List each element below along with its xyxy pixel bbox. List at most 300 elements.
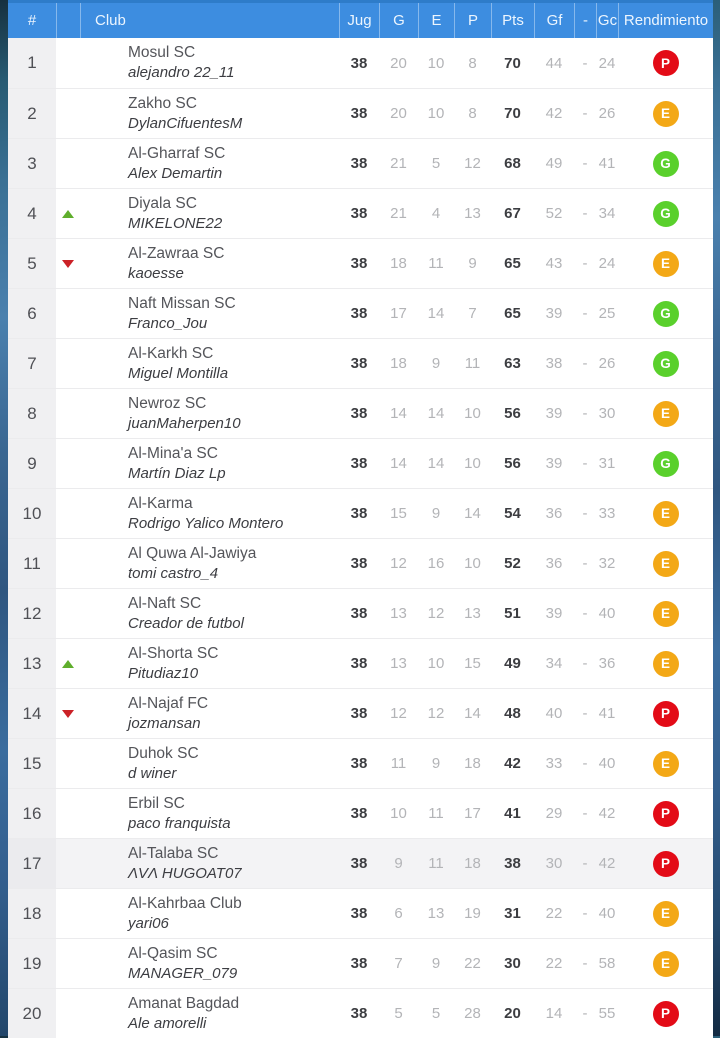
performance-cell xyxy=(618,339,713,388)
club-name: Al-Najaf FC xyxy=(128,694,209,712)
stat-goals-for: 14 xyxy=(545,1005,563,1022)
movement-cell xyxy=(56,789,80,838)
manager-name: juanMaherpen10 xyxy=(128,414,241,432)
performance-cell xyxy=(618,839,713,888)
table-row[interactable] xyxy=(8,538,713,588)
table-row[interactable] xyxy=(8,238,713,288)
stat-points: 63 xyxy=(504,355,521,372)
stat-played: 38 xyxy=(350,605,368,622)
rank-number: 4 xyxy=(8,189,56,238)
performance-cell xyxy=(618,539,713,588)
manager-name: Miguel Montilla xyxy=(128,364,229,382)
stat-played: 38 xyxy=(350,805,368,822)
manager-name: alejandro 22_11 xyxy=(128,64,235,82)
manager-name: Alex Demartin xyxy=(128,164,223,182)
club-cell xyxy=(80,639,339,688)
stat-goals-against: 55 xyxy=(598,1005,616,1022)
rank-number: 7 xyxy=(8,339,56,388)
stat-goals-for: 30 xyxy=(545,855,563,872)
stat-goals-sep: - xyxy=(582,905,588,922)
club-cell xyxy=(80,489,339,538)
rank-number: 16 xyxy=(8,789,56,838)
stat-wins: 6 xyxy=(394,905,403,922)
stat-goals-against: 40 xyxy=(598,905,616,922)
stat-goals-against: 58 xyxy=(598,955,616,972)
stat-played: 38 xyxy=(350,205,368,222)
stat-goals-against: 33 xyxy=(598,505,616,522)
stat-goals-for: 44 xyxy=(545,54,563,72)
manager-name: DylanCifuentesM xyxy=(128,114,243,132)
stat-goals-sep: - xyxy=(582,605,588,622)
manager-name: jozmansan xyxy=(128,714,201,732)
stat-played: 38 xyxy=(350,905,368,922)
stat-losses: 10 xyxy=(464,455,481,472)
stat-goals-for: 39 xyxy=(545,605,563,622)
stat-points: 52 xyxy=(504,555,521,572)
stat-played: 38 xyxy=(350,755,368,772)
stat-losses: 13 xyxy=(464,605,481,622)
table-row[interactable] xyxy=(8,638,713,688)
performance-badge: E xyxy=(653,651,679,677)
rank-number: 14 xyxy=(8,689,56,738)
stat-losses: 8 xyxy=(468,54,477,72)
stat-played: 38 xyxy=(350,54,368,72)
stat-draws: 11 xyxy=(428,255,444,272)
stat-points: 31 xyxy=(504,905,521,922)
movement-cell xyxy=(56,38,80,88)
stat-goals-sep: - xyxy=(582,305,588,322)
stat-goals-against: 40 xyxy=(598,605,616,622)
stat-wins: 21 xyxy=(390,205,407,222)
stat-played: 38 xyxy=(350,405,368,422)
stat-draws: 12 xyxy=(427,705,445,722)
club-cell xyxy=(80,689,339,738)
stat-wins: 14 xyxy=(390,455,407,472)
performance-badge: P xyxy=(653,50,679,76)
performance-badge: E xyxy=(653,551,679,577)
rank-number: 13 xyxy=(8,639,56,688)
stat-goals-against: 26 xyxy=(598,355,616,372)
stat-goals-against: 42 xyxy=(598,805,616,822)
club-cell xyxy=(80,989,339,1038)
stat-draws: 5 xyxy=(431,1005,441,1022)
stat-played: 38 xyxy=(350,855,368,872)
club-name: Al-Mina'a SC xyxy=(128,444,218,462)
stat-goals-against: 41 xyxy=(598,155,616,172)
movement-cell xyxy=(56,489,80,538)
stat-goals-for: 33 xyxy=(545,755,563,772)
header-goals-sep: - xyxy=(574,3,596,38)
rank-number: 20 xyxy=(8,989,56,1038)
performance-cell xyxy=(618,639,713,688)
stat-goals-for: 36 xyxy=(545,505,563,522)
movement-cell xyxy=(56,389,80,438)
stat-points: 65 xyxy=(504,305,521,322)
header-goals-for: Gf xyxy=(534,3,574,38)
club-cell xyxy=(80,239,339,288)
club-cell xyxy=(80,889,339,938)
stat-losses: 13 xyxy=(464,205,481,222)
club-cell xyxy=(80,739,339,788)
stat-goals-for: 29 xyxy=(545,805,563,822)
performance-badge: E xyxy=(653,101,679,127)
stat-losses: 19 xyxy=(464,905,481,922)
movement-cell xyxy=(56,739,80,788)
stat-points: 56 xyxy=(504,455,521,472)
table-row[interactable] xyxy=(8,138,713,188)
stat-draws: 14 xyxy=(427,455,445,472)
performance-cell xyxy=(618,689,713,738)
stat-goals-sep: - xyxy=(582,505,588,522)
table-row[interactable] xyxy=(8,388,713,438)
club-name: Diyala SC xyxy=(128,194,197,212)
table-row[interactable] xyxy=(8,788,713,838)
movement-cell xyxy=(56,189,80,238)
stat-losses: 11 xyxy=(464,355,481,372)
manager-name: paco franquista xyxy=(128,814,231,832)
performance-cell xyxy=(618,589,713,638)
performance-cell xyxy=(618,289,713,338)
stat-points: 65 xyxy=(504,255,521,272)
stat-losses: 14 xyxy=(464,705,481,722)
stat-draws: 10 xyxy=(427,54,445,72)
manager-name: Martín Diaz Lp xyxy=(128,464,226,482)
stat-draws: 13 xyxy=(427,905,445,922)
stat-points: 38 xyxy=(504,855,521,872)
movement-cell xyxy=(56,939,80,988)
performance-cell xyxy=(618,789,713,838)
stat-goals-against: 24 xyxy=(598,255,616,272)
club-name: Al-Zawraa SC xyxy=(128,244,225,262)
stat-losses: 18 xyxy=(464,755,481,772)
stat-goals-sep: - xyxy=(582,105,588,122)
stat-losses: 22 xyxy=(464,955,481,972)
stat-goals-for: 22 xyxy=(545,905,563,922)
stat-points: 20 xyxy=(504,1005,521,1022)
club-name: Al-Gharraf SC xyxy=(128,144,226,162)
table-row[interactable] xyxy=(8,988,713,1038)
stat-goals-against: 34 xyxy=(598,205,616,222)
stat-points: 42 xyxy=(504,755,521,772)
club-name: Al-Karkh SC xyxy=(128,344,214,362)
stat-draws: 14 xyxy=(427,405,445,422)
league-table xyxy=(8,0,713,1038)
stat-draws: 10 xyxy=(427,655,445,672)
stat-wins: 11 xyxy=(390,755,407,772)
stat-goals-for: 34 xyxy=(545,655,563,672)
stat-played: 38 xyxy=(350,105,368,122)
performance-badge: E xyxy=(653,901,679,927)
table-row[interactable] xyxy=(8,738,713,788)
stat-goals-against: 36 xyxy=(598,655,616,672)
stat-goals-against: 31 xyxy=(598,455,616,472)
table-row[interactable] xyxy=(8,938,713,988)
manager-name: MIKELONE22 xyxy=(128,214,223,232)
club-cell xyxy=(80,389,339,438)
club-name: Erbil SC xyxy=(128,794,185,812)
club-name: Al-Naft SC xyxy=(128,594,202,612)
stat-goals-sep: - xyxy=(582,855,588,872)
manager-name: Franco_Jou xyxy=(128,314,208,332)
stat-goals-against: 40 xyxy=(598,755,616,772)
table-row[interactable] xyxy=(8,588,713,638)
movement-cell xyxy=(56,139,80,188)
performance-cell xyxy=(618,989,713,1038)
rank-number: 5 xyxy=(8,239,56,288)
stat-goals-for: 42 xyxy=(545,105,563,122)
movement-cell xyxy=(56,589,80,638)
stat-goals-against: 26 xyxy=(598,105,616,122)
stat-draws: 9 xyxy=(431,505,441,522)
stat-goals-sep: - xyxy=(582,705,588,722)
club-name: Naft Missan SC xyxy=(128,294,236,312)
club-name: Zakho SC xyxy=(128,94,197,112)
stat-points: 54 xyxy=(504,505,521,522)
stat-goals-sep: - xyxy=(582,155,588,172)
performance-cell xyxy=(618,439,713,488)
header-goals-against: Gc xyxy=(596,3,618,38)
header-rank: # xyxy=(27,12,37,29)
header-jug: Jug xyxy=(339,3,379,38)
stat-goals-sep: - xyxy=(582,455,588,472)
club-cell xyxy=(80,189,339,238)
stat-wins: 12 xyxy=(390,555,407,572)
rank-number: 18 xyxy=(8,889,56,938)
rank-down-icon xyxy=(62,710,74,718)
manager-name: ΛVΛ HUGOAT07 xyxy=(128,864,242,882)
performance-cell xyxy=(618,389,713,438)
movement-cell xyxy=(56,989,80,1038)
stat-played: 38 xyxy=(350,505,368,522)
rank-number: 11 xyxy=(8,539,56,588)
club-cell xyxy=(80,789,339,838)
performance-badge: G xyxy=(653,301,679,327)
stat-wins: 18 xyxy=(390,255,407,272)
stat-wins: 15 xyxy=(390,505,407,522)
performance-badge: P xyxy=(653,801,679,827)
stat-wins: 12 xyxy=(390,705,407,722)
stat-losses: 28 xyxy=(464,1005,481,1022)
manager-name: yari06 xyxy=(128,914,169,932)
stat-draws: 11 xyxy=(428,805,444,822)
table-row[interactable] xyxy=(8,38,713,88)
club-cell xyxy=(80,89,339,138)
rank-number: 1 xyxy=(8,38,56,88)
manager-name: Ale amorelli xyxy=(128,1014,207,1032)
stat-goals-for: 39 xyxy=(545,305,563,322)
performance-badge: E xyxy=(653,251,679,277)
manager-name: kaoesse xyxy=(128,264,184,282)
movement-cell xyxy=(56,339,80,388)
club-name: Duhok SC xyxy=(128,744,199,762)
stat-played: 38 xyxy=(350,955,368,972)
performance-cell xyxy=(618,489,713,538)
performance-badge: P xyxy=(653,1001,679,1027)
performance-badge: G xyxy=(653,451,679,477)
performance-badge: P xyxy=(653,701,679,727)
stat-points: 49 xyxy=(504,655,521,672)
stat-draws: 16 xyxy=(427,555,445,572)
club-name: Mosul SC xyxy=(128,44,196,62)
stat-goals-sep: - xyxy=(582,555,588,572)
stat-wins: 13 xyxy=(390,655,407,672)
stat-goals-for: 40 xyxy=(545,705,563,722)
stat-points: 51 xyxy=(504,605,521,622)
header-wins: G xyxy=(379,3,418,38)
performance-cell xyxy=(618,89,713,138)
stat-losses: 17 xyxy=(464,805,481,822)
stat-losses: 14 xyxy=(464,505,481,522)
stat-draws: 9 xyxy=(431,955,441,972)
stat-losses: 10 xyxy=(464,555,481,572)
table-row[interactable] xyxy=(8,888,713,938)
stat-goals-sep: - xyxy=(582,1005,588,1022)
header-rendimiento: Rendimiento xyxy=(618,3,713,38)
club-cell xyxy=(80,339,339,388)
club-name: Al-Talaba SC xyxy=(128,844,219,862)
rank-number: 19 xyxy=(8,939,56,988)
stat-points: 30 xyxy=(504,955,521,972)
manager-name: Creador de futbol xyxy=(128,614,244,632)
stat-points: 70 xyxy=(504,54,521,72)
performance-cell xyxy=(618,189,713,238)
stat-wins: 10 xyxy=(390,805,407,822)
rank-number: 10 xyxy=(8,489,56,538)
stat-wins: 5 xyxy=(394,1005,403,1022)
stat-draws: 11 xyxy=(428,855,444,872)
stat-goals-against: 25 xyxy=(598,305,616,322)
stat-draws: 12 xyxy=(427,605,445,622)
stat-points: 68 xyxy=(504,155,521,172)
performance-cell xyxy=(618,38,713,88)
table-body xyxy=(8,38,713,1038)
movement-cell xyxy=(56,89,80,138)
header-movement xyxy=(56,3,80,38)
header-losses: P xyxy=(454,3,491,38)
stat-played: 38 xyxy=(350,355,368,372)
performance-cell xyxy=(618,239,713,288)
rank-number: 8 xyxy=(8,389,56,438)
stat-played: 38 xyxy=(350,655,368,672)
stat-points: 41 xyxy=(504,805,521,822)
manager-name: tomi castro_4 xyxy=(128,564,219,582)
stat-goals-for: 36 xyxy=(545,555,563,572)
stat-points: 56 xyxy=(504,405,521,422)
stat-goals-against: 41 xyxy=(598,705,616,722)
movement-cell xyxy=(56,289,80,338)
movement-cell xyxy=(56,889,80,938)
stat-points: 48 xyxy=(504,705,521,722)
stat-losses: 7 xyxy=(468,305,477,322)
stat-goals-sep: - xyxy=(582,805,588,822)
club-cell xyxy=(80,839,339,888)
stat-goals-sep: - xyxy=(582,755,588,772)
manager-name: Pitudiaz10 xyxy=(128,664,199,682)
performance-badge: G xyxy=(653,151,679,177)
rank-number: 12 xyxy=(8,589,56,638)
club-cell xyxy=(80,439,339,488)
stat-losses: 8 xyxy=(468,105,477,122)
table-row[interactable] xyxy=(8,188,713,238)
stat-points: 70 xyxy=(504,105,521,122)
table-row[interactable] xyxy=(8,488,713,538)
rank-number: 6 xyxy=(8,289,56,338)
performance-cell xyxy=(618,939,713,988)
stat-wins: 17 xyxy=(390,305,407,322)
table-header xyxy=(8,0,713,38)
performance-badge: E xyxy=(653,751,679,777)
performance-cell xyxy=(618,139,713,188)
stat-played: 38 xyxy=(350,555,368,572)
stat-played: 38 xyxy=(350,455,368,472)
stat-goals-for: 22 xyxy=(545,955,563,972)
performance-badge: E xyxy=(653,601,679,627)
movement-cell xyxy=(56,239,80,288)
stat-goals-against: 42 xyxy=(598,855,616,872)
stat-wins: 20 xyxy=(390,105,407,122)
table-row[interactable] xyxy=(8,338,713,388)
movement-cell xyxy=(56,439,80,488)
stat-draws: 4 xyxy=(431,205,441,222)
stat-goals-sep: - xyxy=(582,54,588,72)
table-row[interactable] xyxy=(8,438,713,488)
stat-losses: 12 xyxy=(464,155,481,172)
performance-badge: E xyxy=(653,951,679,977)
header-draws: E xyxy=(418,3,454,38)
stat-draws: 10 xyxy=(427,105,445,122)
table-row[interactable] xyxy=(8,688,713,738)
rank-number: 3 xyxy=(8,139,56,188)
stat-draws: 14 xyxy=(427,305,445,322)
stat-wins: 14 xyxy=(390,405,407,422)
stat-draws: 5 xyxy=(431,155,441,172)
header-points: Pts xyxy=(491,3,534,38)
performance-cell xyxy=(618,889,713,938)
table-row[interactable] xyxy=(8,838,713,888)
rank-number: 2 xyxy=(8,89,56,138)
club-name: Newroz SC xyxy=(128,394,207,412)
rank-down-icon xyxy=(62,260,74,268)
stat-draws: 9 xyxy=(431,755,441,772)
club-name: Al Quwa Al-Jawiya xyxy=(128,544,257,562)
table-row[interactable] xyxy=(8,88,713,138)
stat-points: 67 xyxy=(504,205,521,222)
stat-wins: 9 xyxy=(394,855,403,872)
stat-wins: 21 xyxy=(390,155,407,172)
club-cell xyxy=(80,939,339,988)
stat-wins: 18 xyxy=(390,355,407,372)
performance-badge: G xyxy=(653,351,679,377)
club-name: Al-Qasim SC xyxy=(128,944,218,962)
stat-wins: 7 xyxy=(394,955,403,972)
rank-number: 9 xyxy=(8,439,56,488)
movement-cell xyxy=(56,639,80,688)
rank-up-icon xyxy=(62,210,74,218)
movement-cell xyxy=(56,539,80,588)
stat-losses: 18 xyxy=(464,855,481,872)
performance-cell xyxy=(618,739,713,788)
header-club: Club xyxy=(80,3,339,38)
movement-cell xyxy=(56,689,80,738)
club-cell xyxy=(80,289,339,338)
stat-goals-against: 24 xyxy=(598,54,616,72)
table-row[interactable] xyxy=(8,288,713,338)
stat-goals-for: 39 xyxy=(545,455,563,472)
club-name: Al-Kahrbaa Club xyxy=(128,894,242,912)
club-cell xyxy=(80,589,339,638)
performance-badge: E xyxy=(653,401,679,427)
rank-number: 15 xyxy=(8,739,56,788)
